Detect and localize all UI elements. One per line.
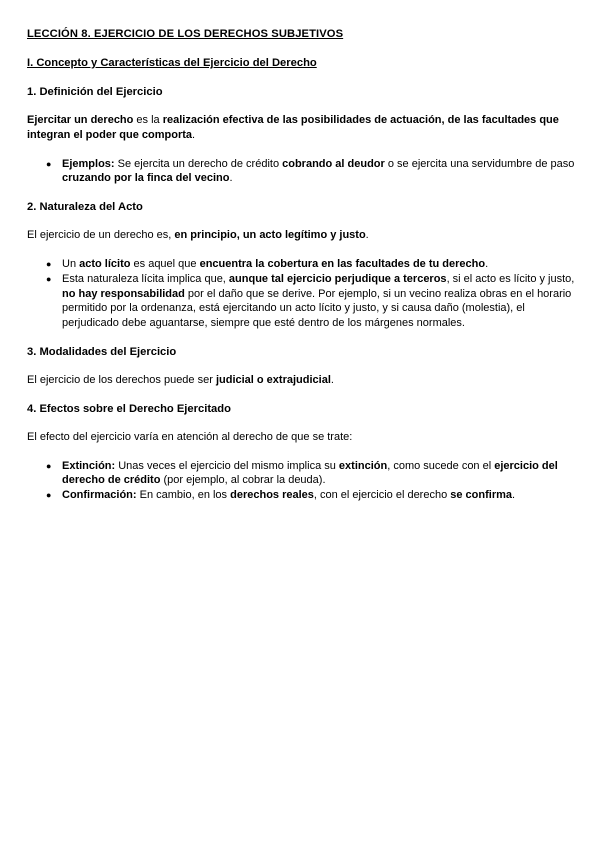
list-efectos [27,459,575,503]
paragraph-naturaleza: El ejercicio de un derecho es, en principio, un acto legítimo y justo. [27,229,369,242]
list-item: ● Esta naturaleza lícita implica que, aunque tal ejercicio perjudique a terceros, si el acto es lícito y justo, no hay responsabilidad por el daño que se derive. Por ejemplo, si un vecino realiza obras en el horario permitido por la ordenanza, está ejercitando un acto lícito y justo, y si causa daño (molestia), el perjudicado debe aguantarse, siempre que esté dentro de los márgenes normales. [46,272,575,330]
paragraph-modalidades: El ejercicio de los derechos puede ser judicial o extrajudicial. [27,373,334,386]
list-item: ● Un acto lícito es aquel que encuentra la cobertura en las facultades de tu derecho. [46,257,489,270]
paragraph-definicion: Ejercitar un derecho es la realización efectiva de las posibilidades de actuación, de las facultades que integran el poder que comporta. [27,114,559,141]
bullet-icon: ● [46,460,52,471]
subheading-modalidades: 3. Modalidades del Ejercicio [27,345,177,358]
bullet-icon: ● [46,258,52,269]
page-title: LECCIÓN 8. EJERCICIO DE LOS DERECHOS SUBJETIVOS [27,28,344,40]
section-heading: I. Concepto y Características del Ejercicio del Derecho [27,57,317,69]
bullet-icon: ● [46,273,52,284]
list-ejemplos [27,157,575,187]
list-naturaleza [27,257,575,331]
bullet-icon: ● [46,158,52,169]
subheading-definicion: 1. Definición del Ejercicio [27,86,163,98]
bullet-icon: ● [46,490,52,501]
paragraph-efectos: El efecto del ejercicio varía en atención al derecho de que se trate: [27,430,353,443]
list-item: ● Extinción: Unas veces el ejercicio del mismo implica su extinción, como sucede con el ejercicio del derecho de crédito (por ejemplo, al cobrar la deuda). [46,459,558,487]
subheading-naturaleza: 2. Naturaleza del Acto [27,201,143,214]
subheading-efectos: 4. Efectos sobre el Derecho Ejercitado [27,402,231,415]
list-item: ● Ejemplos: Se ejercita un derecho de crédito cobrando al deudor o se ejercita una servidumbre de paso cruzando por la finca del vecino. [46,157,575,185]
list-item: ● Confirmación: En cambio, en los derechos reales, con el ejercicio el derecho se confirma. [46,489,516,502]
document-page [27,28,575,517]
